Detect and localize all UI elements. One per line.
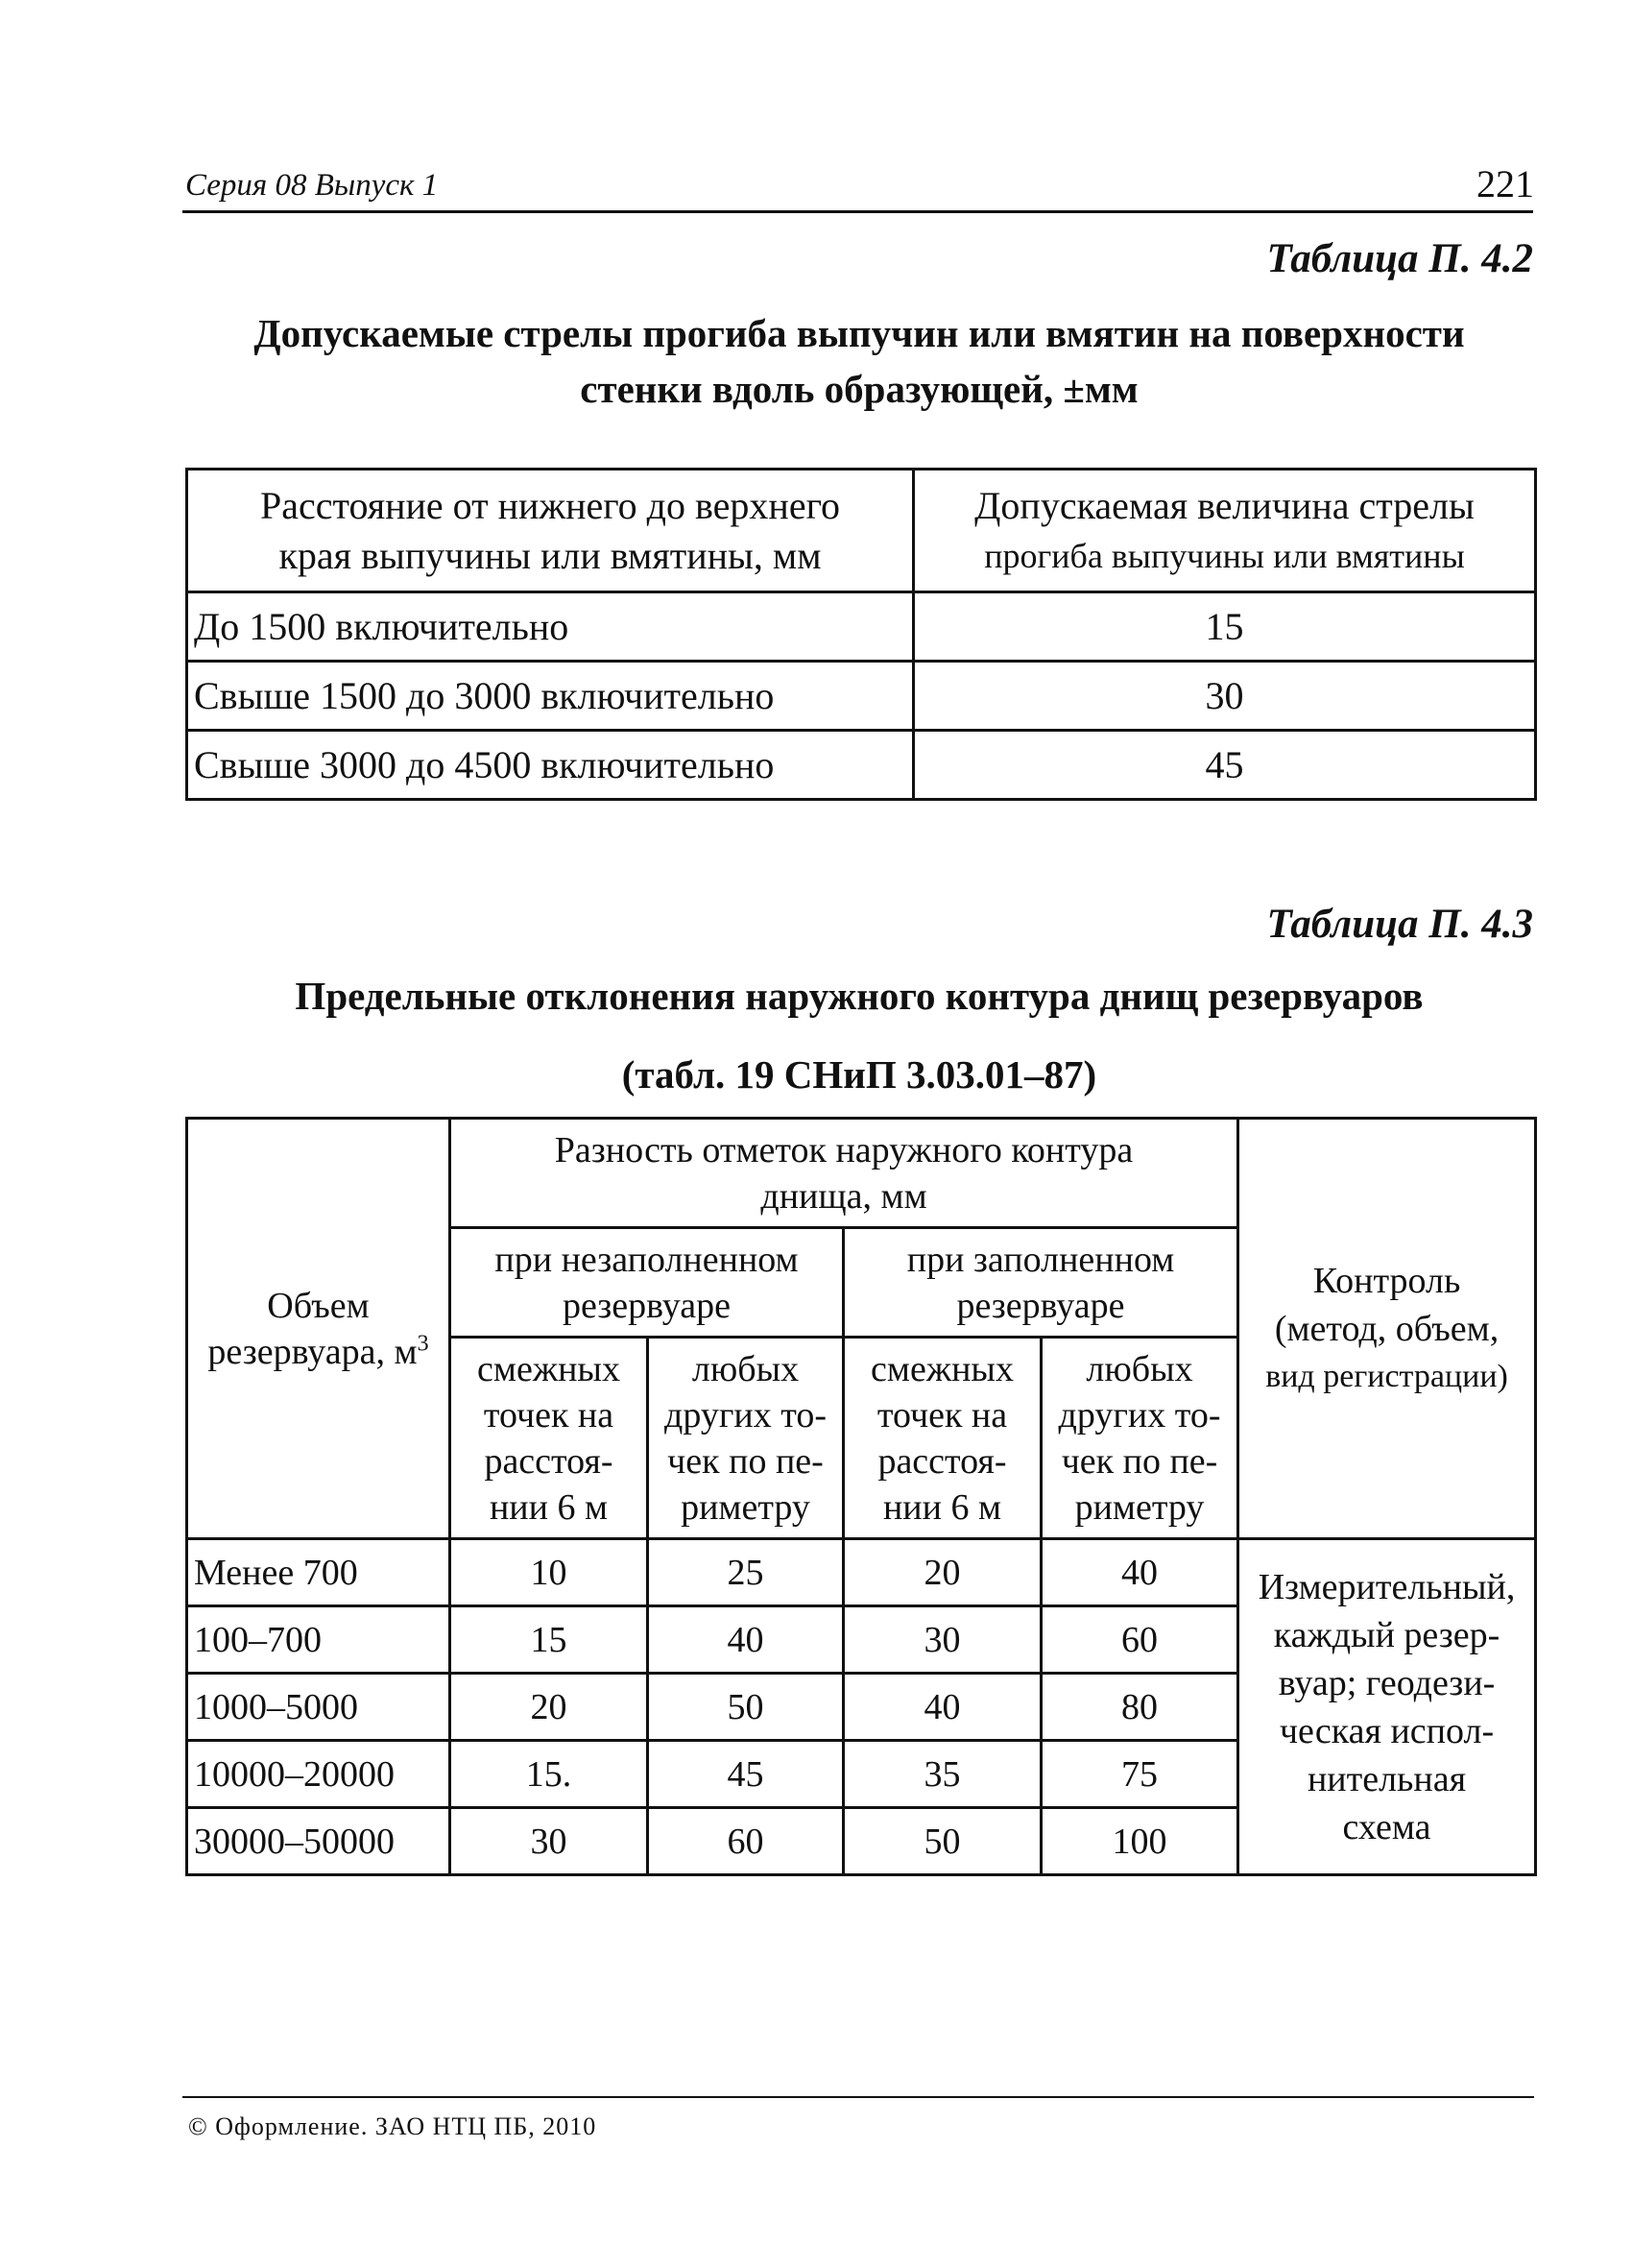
header-volume — [187, 1119, 450, 1539]
header-any-points — [1042, 1338, 1238, 1539]
header-distance — [187, 470, 914, 592]
caption-line: (табл. 19 СНиП 3.03.01–87) — [621, 1052, 1097, 1097]
cell-volume: Менее 700 — [187, 1539, 450, 1606]
cell-volume: 1000–5000 — [187, 1674, 450, 1741]
table-row — [187, 1539, 1536, 1606]
footer-copyright: © Оформление. ЗАО НТЦ ПБ, 2010 — [188, 2112, 597, 2140]
header-line: при заполненном — [906, 1239, 1175, 1280]
header-filled — [844, 1228, 1238, 1338]
table-caption-4-3 — [182, 968, 1536, 1102]
cell-value: 15 — [914, 592, 1536, 662]
cell-value: 20 — [844, 1539, 1042, 1606]
header-line: Объем — [267, 1285, 370, 1326]
cell-value: 60 — [1042, 1606, 1238, 1674]
table-row — [187, 592, 1536, 662]
footer-rule — [182, 2096, 1534, 2098]
header-line: других то- — [663, 1394, 827, 1436]
header-control — [1238, 1119, 1536, 1539]
table-row — [187, 662, 1536, 731]
caption-line: Предельные отклонения наружного контура днищ резервуаров — [295, 974, 1424, 1018]
cell-value: 100 — [1042, 1808, 1238, 1875]
header-line: риметру — [681, 1486, 810, 1528]
control-line: нительная — [1307, 1758, 1467, 1799]
cell-value: 35 — [844, 1741, 1042, 1808]
volume-unit-sup: 3 — [417, 1330, 429, 1356]
cell-value: 40 — [1042, 1539, 1238, 1606]
caption-line: Допускаемые стрелы прогиба выпучин или вмятин на поверхности — [253, 311, 1465, 355]
cell-volume: 10000–20000 — [187, 1741, 450, 1808]
cell-volume: 30000–50000 — [187, 1808, 450, 1875]
control-line: схема — [1342, 1806, 1431, 1847]
deflection-table — [185, 468, 1537, 801]
header-line: прогиба выпучины или вмятины — [984, 536, 1465, 575]
header-line: расстоя- — [484, 1440, 613, 1482]
table-header-row — [187, 1119, 1536, 1228]
cell-value: 10 — [450, 1539, 648, 1606]
header-line: других то- — [1058, 1394, 1221, 1436]
header-line: края выпучины или вмятины, мм — [278, 533, 822, 577]
table-label-4-3: Таблица П. 4.3 — [1266, 902, 1533, 947]
cell-range: Свыше 3000 до 4500 включительно — [187, 731, 914, 800]
cell-range: Свыше 1500 до 3000 включительно — [187, 662, 914, 731]
header-line: точек на — [483, 1394, 614, 1436]
header-line: точек на — [876, 1394, 1008, 1436]
control-line: каждый резер- — [1273, 1614, 1500, 1655]
table-header-row — [187, 470, 1536, 592]
header-line: резервуаре — [562, 1285, 732, 1326]
header-line: Разность отметок наружного контура — [554, 1129, 1134, 1170]
header-line: Расстояние от нижнего до верхнего — [260, 483, 840, 527]
header-rule — [182, 210, 1533, 213]
cell-volume: 100–700 — [187, 1606, 450, 1674]
control-line: Измерительный, — [1258, 1566, 1516, 1607]
cell-value: 25 — [648, 1539, 844, 1606]
header-line: нии 6 м — [489, 1486, 609, 1528]
cell-control-method — [1238, 1539, 1536, 1875]
header-line: любых — [1086, 1348, 1193, 1389]
header-line — [188, 1329, 448, 1375]
cell-value: 40 — [844, 1674, 1042, 1741]
header-adjacent-points — [450, 1338, 648, 1539]
caption-line: стенки вдоль образующей, ±мм — [580, 367, 1139, 411]
cell-value: 30 — [914, 662, 1536, 731]
cell-value: 75 — [1042, 1741, 1238, 1808]
header-level-difference — [450, 1119, 1238, 1228]
cell-value: 45 — [648, 1741, 844, 1808]
header-line: при незаполненном — [494, 1239, 799, 1280]
cell-value: 50 — [844, 1808, 1042, 1875]
header-line: днища, мм — [760, 1175, 927, 1217]
header-adjacent-points — [844, 1338, 1042, 1539]
header-unfilled — [450, 1228, 844, 1338]
bottom-deviation-table — [185, 1117, 1537, 1876]
header-line: резервуаре — [956, 1285, 1125, 1326]
cell-value: 40 — [648, 1606, 844, 1674]
header-allowed-deflection — [914, 470, 1536, 592]
volume-unit-text: резервуара, м — [207, 1331, 418, 1372]
header-any-points — [648, 1338, 844, 1539]
table-caption-4-2 — [182, 305, 1536, 417]
cell-value: 60 — [648, 1808, 844, 1875]
header-line: чек по пе- — [667, 1440, 824, 1482]
header-line: Контроль — [1312, 1260, 1461, 1301]
cell-value: 15. — [450, 1741, 648, 1808]
control-line: вуар; геодези- — [1278, 1662, 1496, 1703]
header-line: нии 6 м — [882, 1486, 1002, 1528]
header-line: (метод, объем, — [1274, 1308, 1500, 1349]
page-number: 221 — [1476, 162, 1534, 205]
cell-value: 45 — [914, 731, 1536, 800]
cell-value: 80 — [1042, 1674, 1238, 1741]
header-line: расстоя- — [877, 1440, 1007, 1482]
header-line: смежных — [871, 1348, 1014, 1389]
cell-value: 30 — [450, 1808, 648, 1875]
cell-value: 15 — [450, 1606, 648, 1674]
cell-value: 20 — [450, 1674, 648, 1741]
header-line: смежных — [477, 1348, 620, 1389]
control-line: ческая испол- — [1279, 1710, 1495, 1751]
cell-value: 50 — [648, 1674, 844, 1741]
header-line: Допускаемая величина стрелы — [974, 483, 1475, 527]
series-title: Серия 08 Выпуск 1 — [185, 168, 439, 203]
table-label-4-2: Таблица П. 4.2 — [1266, 236, 1533, 281]
header-line: вид регистрации) — [1265, 1358, 1508, 1394]
header-line: риметру — [1074, 1486, 1205, 1528]
header-line: чек по пе- — [1061, 1440, 1218, 1482]
header-line: любых — [691, 1348, 800, 1389]
cell-range: До 1500 включительно — [187, 592, 914, 662]
cell-value: 30 — [844, 1606, 1042, 1674]
table-row — [187, 731, 1536, 800]
